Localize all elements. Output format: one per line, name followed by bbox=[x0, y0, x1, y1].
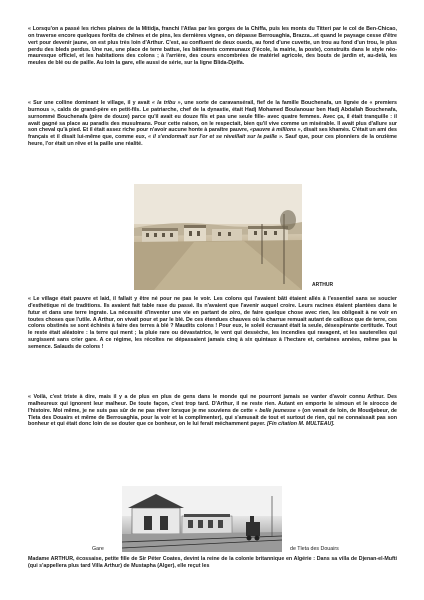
paragraph-village: « Le village était pauvre et laid, il fallait y être né pour ne pas le voir. Les colons qui l'avaient bâti étaient allés à l'essentiel sans se soucier d'esthétique ni de traditions. Ils avaient fait table rase du passé. Ils n'avaient que l'avenir auquel croire. Leurs racines étaient plantées dans le futur et dans une terre ingrate. La nécessité d'inventer une vie en partant de zéro, de faire quelque chose avec rien, les obligeait à ne voir en toutes choses que l'utile. A Arthur, on vivait pour et par le blé. De ces étendues chauves où la charrue remuait autant de cailloux que de terre, ces colons obstinés se sont échinés à faire des terres à blé ? Maudits colons ! Pour eux, le soleil écrasant était la seule, désespérante certitude. Tout le reste était aléatoire : la terre qui ment ; la pluie rare ou dévastatrice, le vent qui dessèche, les incendies qui ravagent, et les sauterelles qui surgissent sans crier gare. A ce régime, les récoltes ne dépassaient jamais cinq à six quintaux à l'hectare et, certaines années, même pas la semence. Salauds de colons ! bbox=[28, 296, 397, 350]
italic-run: belle jeunesse bbox=[259, 407, 296, 414]
text-run: « Voilà, c'est triste à dire, mais il y a de plus en plus de gens dans le monde qui ne pourront jamais se vanter d'avoir connu Arthur. Des malheureux qui ignorent leur malheur. De toute façon, c'est trop tard. D'Arthur, il ne reste rien. Autant en emporte le simoun et le sirocco de l'histoire. Moi même, je ne suis pas sûr de ne pas rêver lorsque je me souviens de cette « bbox=[28, 394, 397, 414]
village-photo-drawing bbox=[134, 184, 302, 290]
text-run: « Sur une colline dominant le village, il y avait bbox=[28, 100, 152, 106]
paragraph-landscape: « Lorsqu'on a passé les riches plaines de la Mitidja, franchi l'Atlas par les gorges de la Chiffa, puis les monts du Titteri par le col de Ben-Chicao, on traverse encore quelques forêts de chênes et de pins, les dernières vignes, on dépasse Berrouaghia, Brazza...et quand le paysage cesse d'être vert pour devenir jaune, on est plus très loin d'Arthur. C'est, au confluent de deux oueds, au fond d'une cuvette, un trou au fond d'un trou, le plus perdu des bleds perdus. Une rue, une place de terre battue, les bâtiments communaux (l'école, la mairie, la poste), construits dans le style néo-mauresque officiel, et les habitations des colons ; à l'arrière, des cours encombrées de matériel agricole, des bouts de jardin et, au-delà, les meules de blé ou de paille. Au loin la gare, elle aussi de série, sur la ligne Blida-Djelfa. bbox=[28, 26, 397, 67]
italic-run: «pauvre à millions » bbox=[249, 127, 301, 134]
village-photo bbox=[134, 184, 302, 290]
italic-run: « il s'endormait sur l'or et se réveillait sur la paille ». bbox=[148, 134, 284, 141]
italic-run: « la tribu » bbox=[152, 100, 181, 106]
photo-caption-gare: Gare bbox=[92, 546, 104, 552]
citation-end: [Fin citation M. MULTEAU]. bbox=[267, 421, 335, 428]
text-run: , une sorte de caravansérail, fief de la famille Bouchenafa, un lignée de « premiers burnous », caïds de grand-père en petit-fils. Le patriarche, chef de la dynastie, était Hadj Mohamed Boulanouar ben Hadj Abdallah Bouchenafa, surnommé Bouchenafa (père de douze) parce qu'il avait eu douze fils et pas une seule fille- avec quatre femmes. Avec ça, il était tranquille : il avait gagné sa place au paradis des musulmans. Pour cette raison, on le respectait, bien qu'il vive comme un misérable. Il avait plus d'allure sur son cheval qu'à pied. Et il était assez riche pour n'avoir aucune honte à paraître pauvre, bbox=[28, 100, 397, 134]
text-run: » (on venait de loin, de Moudjebeur, de Tleta des Douairs et même de Berrouaghia, pour la voir et la complimenter), qui s'amusait de tout et surtout de rien, qui ne connaissait pas son bonheur et qui était donc loin de se douter que ce bonheur, on le lui ferait méchamment payer. bbox=[28, 407, 398, 428]
text-run: Sauf que, pour ces pionniers de la onzième heure, l'or était un rêve et la paille une réalité. bbox=[28, 134, 397, 148]
text-run: , disait ses khamès. C'était un ami des français et il disait lui-même que, comme eux, bbox=[28, 127, 397, 141]
paragraph-souvenir bbox=[28, 394, 397, 428]
paragraph-madame-arthur: Madame ARTHUR, écossaise, petite fille de Sir Péter Coates, devint la reine de la colonie britannique en Algérie : Dans sa villa de Djenan-el-Mufti (qui s'appellera plus tard Villa Arthur) de Mustapha (Alger), elle reçut les bbox=[28, 556, 397, 569]
paragraph-tribu bbox=[28, 100, 397, 148]
station-photo-drawing bbox=[122, 486, 282, 552]
photo-caption-tleta: de Tleta des Douairs bbox=[290, 546, 339, 552]
photo-caption-arthur: ARTHUR bbox=[312, 282, 334, 288]
station-photo bbox=[122, 486, 282, 552]
